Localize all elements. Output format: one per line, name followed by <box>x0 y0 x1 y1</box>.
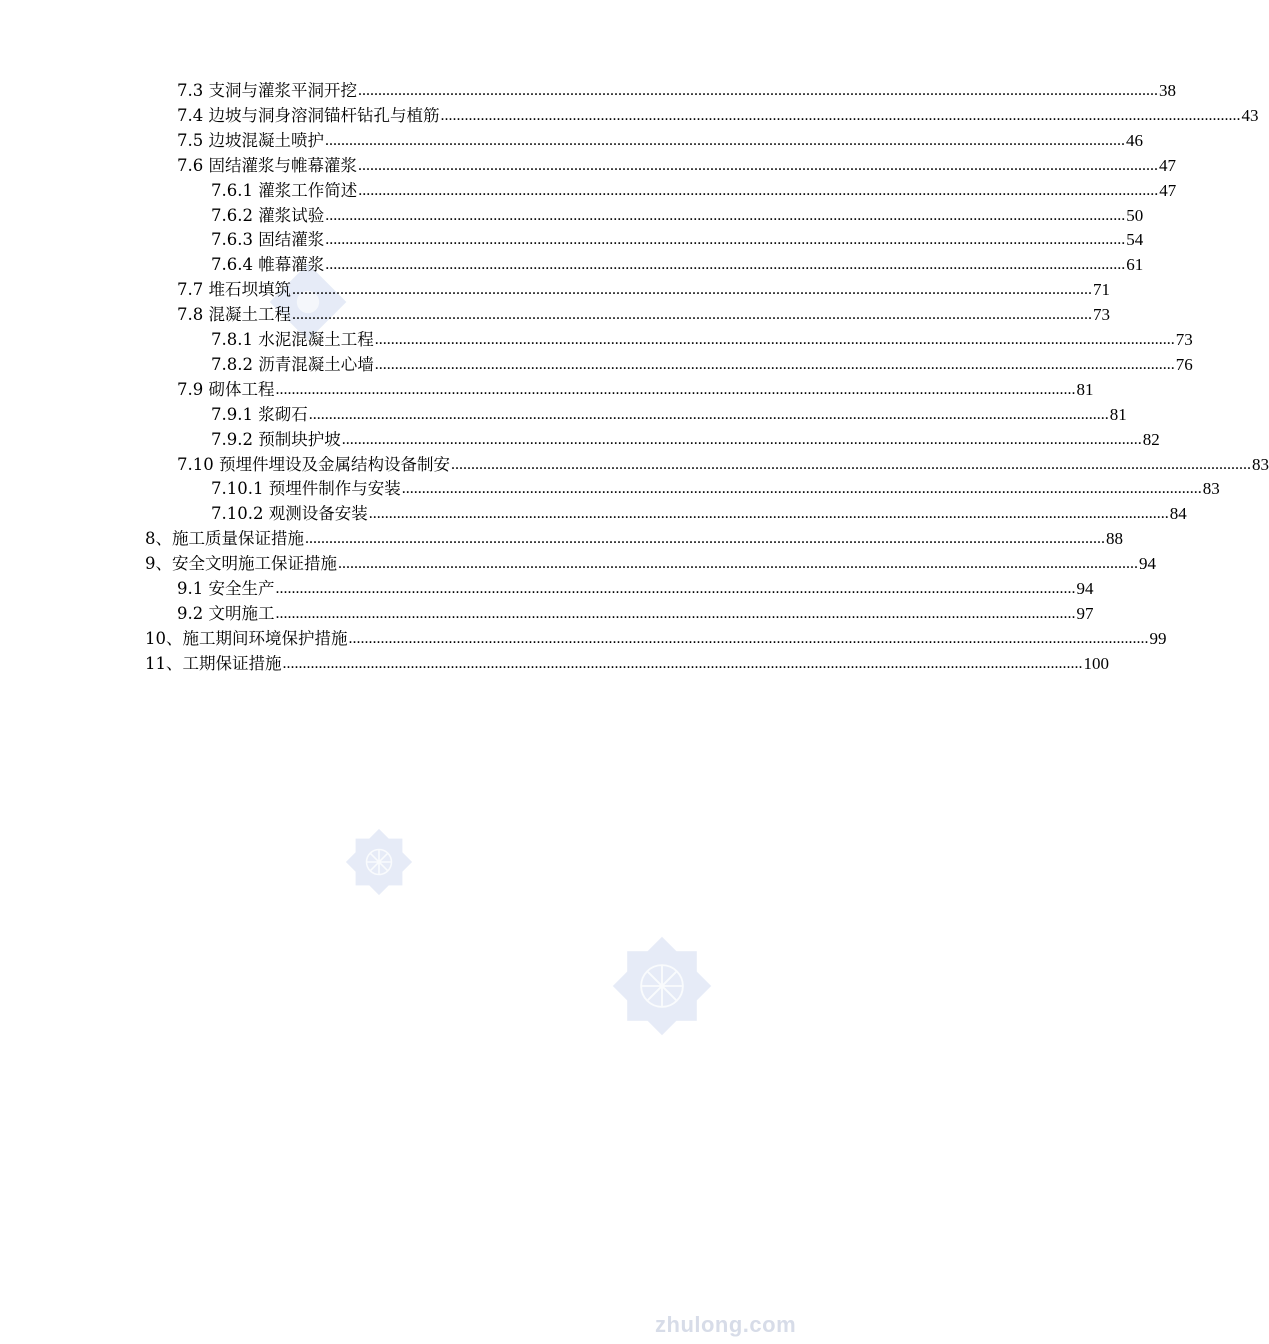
toc-entry-title: 9.2 文明施工 <box>177 603 275 623</box>
toc-entry[interactable] <box>145 650 1109 675</box>
toc-entry-page: 73 <box>1093 305 1110 325</box>
toc-entry-title: 7.8.1 水泥混凝土工程 <box>211 330 374 349</box>
toc-entry-page: 43 <box>1241 105 1259 125</box>
toc-entry[interactable] <box>211 326 1193 351</box>
toc-leader-dots: ........................................................................................................................................................................................................ <box>348 629 1149 647</box>
toc-entry-page: 47 <box>1159 155 1176 175</box>
toc-leader-dots: ........................................................................................................................................................................................................ <box>275 580 1076 597</box>
toc-entry-title: 11、工期保证措施 <box>145 653 282 673</box>
toc-entry-page: 71 <box>1093 280 1110 300</box>
toc-leader-dots: ........................................................................................................................................................................................................ <box>325 206 1126 224</box>
toc-entry[interactable] <box>177 600 1094 625</box>
toc-entry-title: 10、施工期间环境保护措施 <box>145 628 348 648</box>
toc-entry-page: 81 <box>1076 379 1094 399</box>
toc-entry[interactable] <box>211 177 1177 202</box>
toc-entry-page: 81 <box>1109 404 1127 424</box>
toc-entry-title: 7.7 堆石坝填筑 <box>177 280 291 300</box>
toc-entry-title: 7.10.2 观测设备安装 <box>211 504 368 524</box>
toc-leader-dots: ........................................................................................................................................................................................................ <box>325 256 1126 274</box>
toc-entry-page: 83 <box>1251 454 1269 474</box>
toc-entry[interactable] <box>211 251 1144 276</box>
toc-leader-dots: ........................................................................................................................................................................................................ <box>358 82 1158 99</box>
toc-entry[interactable] <box>177 301 1110 326</box>
toc-entry-title: 7.6.1 灌浆工作简述 <box>211 180 358 200</box>
toc-entry[interactable] <box>177 152 1176 177</box>
toc-entry-title: 7.5 边坡混凝土喷护 <box>177 130 324 150</box>
toc-entry[interactable] <box>177 102 1259 127</box>
toc-leader-dots: ........................................................................................................................................................................................................ <box>275 380 1076 398</box>
toc-entry-page: 94 <box>1076 579 1094 598</box>
toc-entry-title: 7.6.4 帷幕灌浆 <box>211 255 325 275</box>
toc-leader-dots: ........................................................................................................................................................................................................ <box>368 505 1169 523</box>
toc-entry[interactable] <box>177 575 1094 600</box>
toc-entry-page: 47 <box>1159 180 1177 200</box>
toc-entry[interactable] <box>177 376 1094 401</box>
toc-entry-page: 76 <box>1175 354 1193 374</box>
toc-entry[interactable] <box>211 426 1160 451</box>
toc-entry-page: 82 <box>1142 429 1160 449</box>
toc-entry-title: 7.3 支洞与灌浆平洞开挖 <box>177 81 357 100</box>
toc-entry[interactable] <box>145 550 1156 575</box>
toc-entry[interactable] <box>177 127 1143 152</box>
toc-leader-dots: ........................................................................................................................................................................................................ <box>401 480 1202 498</box>
watermark-emblem-icon <box>340 823 418 901</box>
toc-entry[interactable] <box>145 625 1167 650</box>
toc-leader-dots: ........................................................................................................................................................................................................ <box>292 306 1092 324</box>
toc-entry-page: 38 <box>1159 81 1176 100</box>
toc-entry-title: 7.9 砌体工程 <box>177 379 275 399</box>
watermark-emblem-icon <box>604 928 720 1044</box>
toc-entry[interactable] <box>177 451 1269 476</box>
toc-leader-dots: ........................................................................................................................................................................................................ <box>374 331 1175 348</box>
toc-entry-title: 7.8.2 沥青混凝土心墙 <box>211 354 374 374</box>
toc-entry-title: 7.6.2 灌浆试验 <box>211 205 325 225</box>
toc-entry-title: 9.1 安全生产 <box>177 579 275 598</box>
toc-entry-title: 7.10 预埋件埋设及金属结构设备制安 <box>177 454 450 474</box>
toc-leader-dots: ........................................................................................................................................................................................................ <box>282 654 1083 672</box>
toc-entry-title: 7.10.1 预埋件制作与安装 <box>211 479 401 499</box>
toc-leader-dots: ........................................................................................................................................................................................................ <box>374 355 1175 373</box>
toc-entry-page: 94 <box>1139 554 1156 574</box>
toc-entry-title: 7.8 混凝土工程 <box>177 305 291 325</box>
toc-leader-dots: ........................................................................................................................................................................................................ <box>341 430 1142 448</box>
toc-entry-title: 7.6.3 固结灌浆 <box>211 230 325 250</box>
toc-leader-dots: ........................................................................................................................................................................................................ <box>305 530 1105 548</box>
toc-entry-page: 99 <box>1149 628 1167 648</box>
toc-entry[interactable] <box>211 226 1144 251</box>
toc-entry-page: 61 <box>1126 255 1144 275</box>
toc-entry-title: 7.9.1 浆砌石 <box>211 404 308 424</box>
toc-entry[interactable] <box>211 351 1193 376</box>
toc-entry-page: 83 <box>1202 479 1220 499</box>
toc-entry-title: 7.9.2 预制块护坡 <box>211 429 341 449</box>
toc-entry[interactable] <box>211 500 1187 525</box>
toc-entry-page: 73 <box>1175 330 1193 349</box>
toc-leader-dots: ........................................................................................................................................................................................................ <box>440 106 1241 124</box>
toc-entry[interactable] <box>211 475 1220 500</box>
toc-entry[interactable] <box>177 276 1110 301</box>
toc-entry[interactable] <box>211 202 1144 227</box>
toc-leader-dots: ........................................................................................................................................................................................................ <box>358 181 1159 199</box>
toc-entry-page: 50 <box>1126 205 1144 225</box>
toc-entry-page: 97 <box>1076 603 1094 623</box>
toc-entry-title: 7.4 边坡与洞身溶洞锚杆钻孔与植筋 <box>177 105 440 125</box>
toc-leader-dots: ........................................................................................................................................................................................................ <box>275 604 1076 622</box>
toc-entry[interactable] <box>145 525 1123 550</box>
toc-leader-dots: ........................................................................................................................................................................................................ <box>292 281 1092 299</box>
toc-leader-dots: ........................................................................................................................................................................................................ <box>450 455 1251 473</box>
toc-entry[interactable] <box>177 77 1176 102</box>
toc-leader-dots: ........................................................................................................................................................................................................ <box>308 405 1109 423</box>
toc-entry-title: 8、施工质量保证措施 <box>145 529 304 549</box>
toc-leader-dots: ........................................................................................................................................................................................................ <box>325 231 1126 249</box>
watermark-text: zhulong.com <box>655 1312 797 1337</box>
toc-entry[interactable] <box>211 401 1127 426</box>
toc-entry-page: 88 <box>1106 529 1123 549</box>
toc-leader-dots: ........................................................................................................................................................................................................ <box>358 156 1158 174</box>
toc-entry-page: 100 <box>1083 653 1109 673</box>
toc-entry-page: 46 <box>1126 130 1143 150</box>
toc-entry-page: 54 <box>1126 230 1144 250</box>
toc-entry-title: 9、安全文明施工保证措施 <box>145 554 337 574</box>
toc-entry-title: 7.6 固结灌浆与帷幕灌浆 <box>177 155 357 175</box>
toc-entry-page: 84 <box>1169 504 1187 524</box>
toc-leader-dots: ........................................................................................................................................................................................................ <box>325 131 1125 149</box>
toc-leader-dots: ........................................................................................................................................................................................................ <box>338 555 1138 573</box>
